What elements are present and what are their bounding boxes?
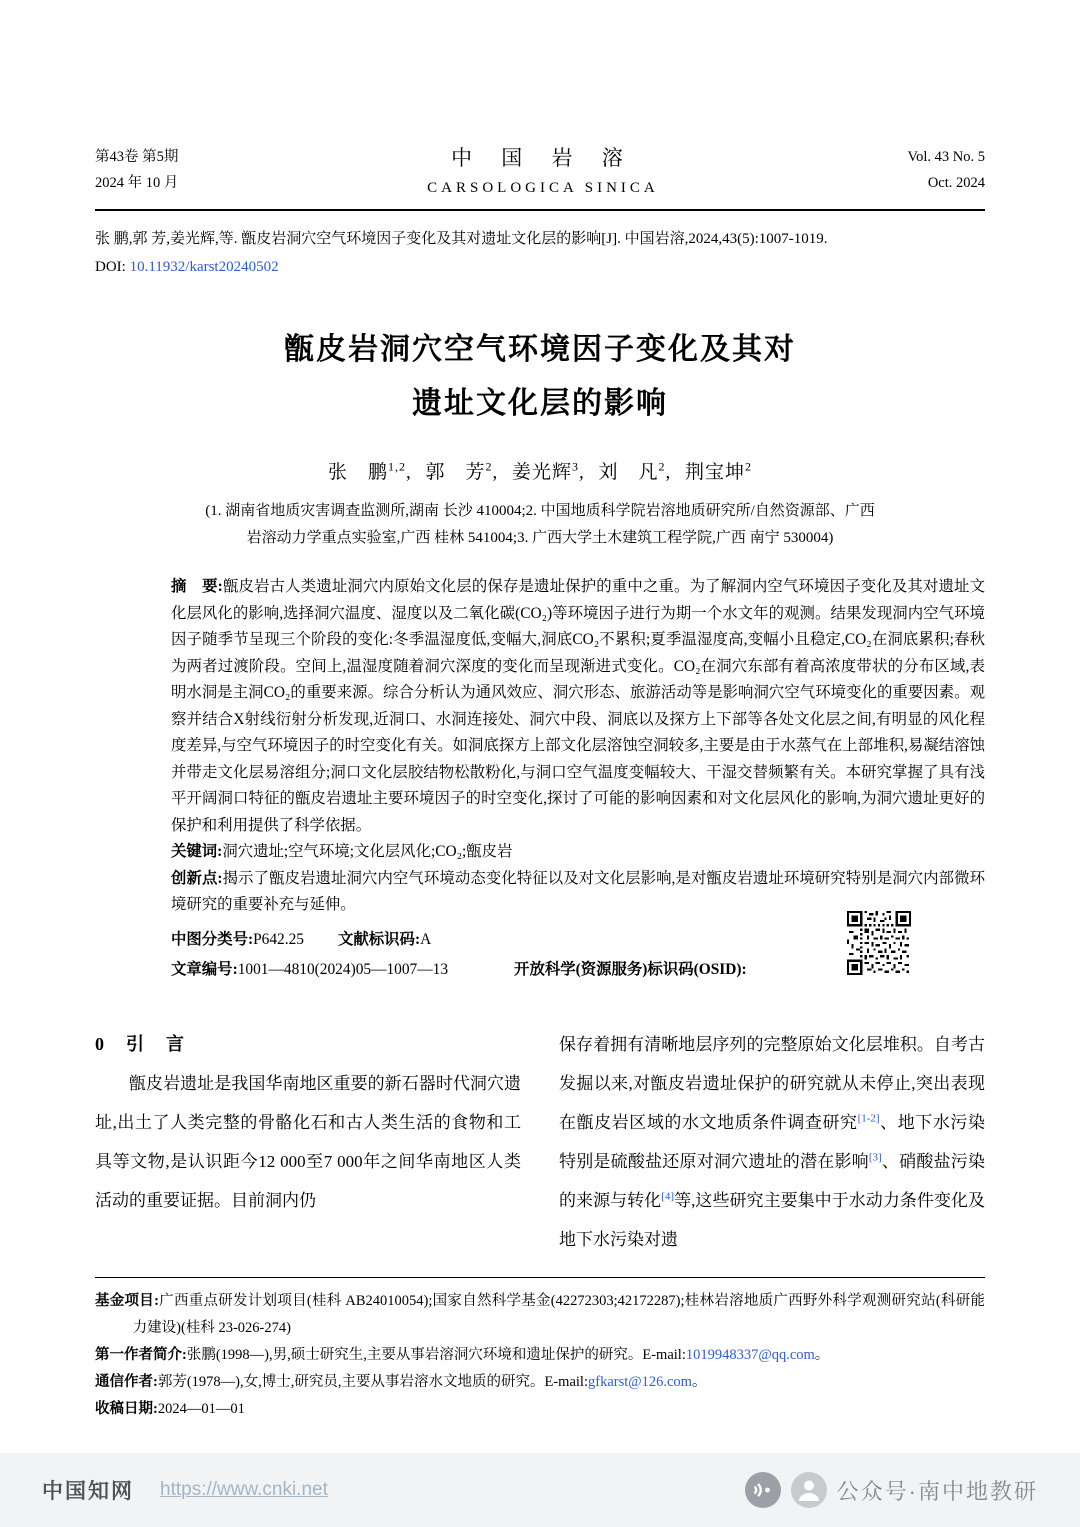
header-left (95, 144, 178, 196)
keywords-text: 洞穴遗址;空气环境;文化层风化;CO₂;甑皮岩 (222, 843, 513, 860)
journal-header (95, 142, 985, 197)
official-account-icon (745, 1472, 781, 1508)
footnote-label: 基金项目: (95, 1292, 159, 1309)
journal-name (427, 142, 659, 197)
intro-text: 、地下水污染特别是硫酸盐还原对洞穴遗址的潜在影响 (559, 1112, 986, 1171)
author-affil-sup: 3 (572, 459, 579, 474)
article-no-value: 1001—4810(2024)05—1007—13 (237, 960, 449, 978)
footnote-text: 广西重点研发计划项目(桂科 AB24010054);国家自然科学基金(42272303;42172287);桂林岩溶地质广西野外科学观测研究站(科研能力建设)(桂科 23-026-274) (132, 1292, 985, 1336)
intro-text: 、硝酸盐污染的来源与转化 (559, 1151, 986, 1210)
footnote-label: 通信作者: (95, 1373, 158, 1390)
author-sep: , (579, 462, 585, 483)
footnote-funding (95, 1288, 985, 1342)
volume-issue-en: Vol. 43 No. 5 (907, 148, 985, 165)
email-link[interactable]: 1019948337@qq.com (685, 1346, 815, 1363)
meta-block (171, 925, 985, 985)
title-line-2: 遗址文化层的影响 (412, 387, 668, 420)
author (511, 459, 585, 483)
intro-right-column (559, 1025, 985, 1259)
author-name: 郭 芳 (425, 462, 486, 483)
bottom-bar (0, 1453, 1080, 1527)
profile-avatar-icon (791, 1472, 827, 1508)
reference-link[interactable]: [3] (868, 1150, 882, 1163)
author (425, 459, 499, 483)
author-sep: , (492, 462, 499, 483)
author-name: 荆宝坤 (685, 462, 746, 483)
article-no-label: 文章编号: (171, 960, 238, 978)
footnote-label: 第一作者简介: (95, 1346, 187, 1363)
author-affil-sup: 2 (745, 459, 753, 474)
author-name: 刘 凡 (598, 462, 659, 483)
date-cn: 2024 年 10 月 (95, 174, 179, 191)
paper-title (95, 323, 985, 431)
osid-qr-code (847, 911, 911, 986)
author-list (95, 457, 985, 484)
innovation-text: 揭示了甑皮岩遗址洞穴内空气环境动态变化特征以及对文化层影响,是对甑皮岩遗址环境研究特别是洞穴内部微环境研究的重要补充与延伸。 (171, 869, 985, 913)
citation-line: 张 鹏,郭 芳,姜光辉,等. 甑皮岩洞穴空气环境因子变化及其对遗址文化层的影响[J]. 中国岩溶,2024,43(5):1007-1019. (95, 231, 828, 247)
introduction-section (95, 1025, 985, 1259)
doi-line (95, 255, 985, 279)
email-link[interactable]: gfkarst@126.com (588, 1373, 692, 1390)
author (685, 459, 753, 483)
intro-text: 等,这些研究主要集中于水动力条件变化及地下水污染对遗 (559, 1190, 986, 1249)
intro-text: 保存着拥有清晰地层序列的完整原始文化层堆积。自考古发掘以来,对甑皮岩遗址保护的研究就从未停止,突出表现在甑皮岩区域的水文地质条件调查研究 (559, 1034, 985, 1132)
abstract-text: 甑皮岩古人类遗址洞穴内原始文化层的保存是遗址保护的重中之重。为了解洞内空气环境因子变化及其对遗址文化层风化的影响,选择洞穴温度、湿度以及二氧化碳(CO₂)等环境因子进行为期一个水文年的观测。结果发现洞内空气环境因子随季节呈现三个阶段的变化:冬季温湿度低,变幅大,洞底CO₂不累积;夏季温湿度高,变幅小且稳定,CO₂在洞底累积;春秋为两者过渡阶段。空间上,温湿度随着洞穴深度的变化而呈现渐进式变化。CO₂在洞穴东部有着高浓度带状的分布区域,表明水洞是主洞CO₂的重要来源。综合分析认为通风效应、洞穴形态、旅游活动等是影响洞穴空气环境变化的重要因素。观察并结合X射线衍射分析发现,近洞口、水洞连接处、洞穴中段、洞底以及探方上下部等各处文化层之间,有明显的风化程度差异,与空气环境因子的时空变化有关。如洞底探方上部文化层溶蚀空洞较多,主要是由于水蒸气在上部堆积,易凝结溶蚀并带走文化层易溶组分;洞口文化层胶结物松散粉化,与洞口空气温度变幅较大、干湿交替频繁有关。本研究掌握了具有浅平开阔洞口特征的甑皮岩遗址主要环境因子的时空变化,探讨了可能的影响因素和对文化层风化的影响,为洞穴遗址更好的保护和利用提供了科学依据。 (171, 578, 985, 834)
journal-name-en: CARSOLOGICA SINICA (427, 180, 659, 196)
author-name: 张 鹏 (327, 462, 388, 483)
header-right (908, 144, 985, 196)
footnote-label: 收稿日期: (95, 1400, 158, 1417)
reference-link[interactable]: [1-2] (857, 1111, 880, 1124)
clc-value: P642.25 (253, 930, 304, 948)
author-sep: , (665, 462, 672, 483)
author-affil-sup: 2 (658, 459, 666, 474)
keywords-line (171, 839, 985, 866)
footnote-corresponding-author (95, 1369, 985, 1396)
affiliations (95, 498, 985, 552)
author (598, 459, 672, 483)
journal-name-cn: 中 国 岩 溶 (451, 146, 635, 170)
affiliation-line-2: 岩溶动力学重点实验室,广西 桂林 541004;3. 广西大学土木建筑工程学院,广西 南宁 530004) (246, 530, 834, 546)
title-line-1: 甑皮岩洞穴空气环境因子变化及其对 (284, 333, 796, 366)
author (327, 459, 412, 483)
abstract-paragraph (171, 574, 985, 839)
footnote-tail: 。 (814, 1346, 830, 1363)
innovation-label: 创新点: (171, 869, 223, 887)
official-account-name: 公众号·南中地教研 (836, 1478, 1038, 1504)
osid-label: 开放科学(资源服务)标识码(OSID): (514, 960, 747, 978)
volume-issue-cn: 第43卷 第5期 (95, 148, 179, 165)
doc-code-value: A (420, 930, 432, 948)
footnote-tail: 。 (691, 1373, 707, 1390)
intro-paragraph-left: 甑皮岩遗址是我国华南地区重要的新石器时代洞穴遗址,出土了人类完整的骨骼化石和古人类生活的食物和工具等文物,是认识距今12 000至7 000年之间华南地区人类活动的重要证据。目前洞内仍 (95, 1073, 521, 1210)
keywords-label: 关键词: (171, 843, 223, 860)
clc-label: 中图分类号: (171, 930, 254, 948)
qr-code-graphic (847, 911, 911, 975)
intro-left-column (95, 1025, 521, 1259)
intro-paragraph-right (559, 1025, 985, 1259)
footnote-text: 张鹏(1998—),男,硕士研究生,主要从事岩溶洞穴环境和遗址保护的研究。E-mail: (186, 1346, 686, 1363)
author-affil-sup: 2 (485, 459, 493, 474)
cnki-logo-text: 中国知网 (42, 1480, 134, 1503)
doc-code-label: 文献标识码: (337, 930, 421, 948)
footnote-text: 郭芳(1978—),女,博士,研究员,主要从事岩溶水文地质的研究。E-mail: (157, 1373, 588, 1390)
section-heading: 0 引 言 (95, 1033, 186, 1054)
footnotes (95, 1277, 985, 1423)
footnote-text: 2024—01—01 (157, 1400, 245, 1417)
header-divider (95, 209, 985, 211)
cnki-url-link[interactable]: https://www.cnki.net (160, 1479, 328, 1500)
date-en: Oct. 2024 (927, 174, 985, 191)
affiliation-line-1: (1. 湖南省地质灾害调查监测所,湖南 长沙 410004;2. 中国地质科学院岩溶地质研究所/自然资源部、广西 (205, 503, 875, 519)
footnote-first-author (95, 1342, 985, 1369)
doi-label: DOI: (95, 259, 126, 275)
abstract-block (171, 574, 985, 919)
footnote-received-date (95, 1396, 985, 1423)
reference-link[interactable]: [4] (661, 1189, 675, 1202)
author-affil-sup: 1,2 (387, 459, 406, 474)
official-account-group (745, 1472, 1038, 1508)
abstract-label: 摘 要: (171, 578, 223, 595)
author-sep: , (405, 462, 412, 483)
doi-link[interactable]: 10.11932/karst20240502 (129, 259, 279, 275)
author-name: 姜光辉 (511, 462, 572, 483)
